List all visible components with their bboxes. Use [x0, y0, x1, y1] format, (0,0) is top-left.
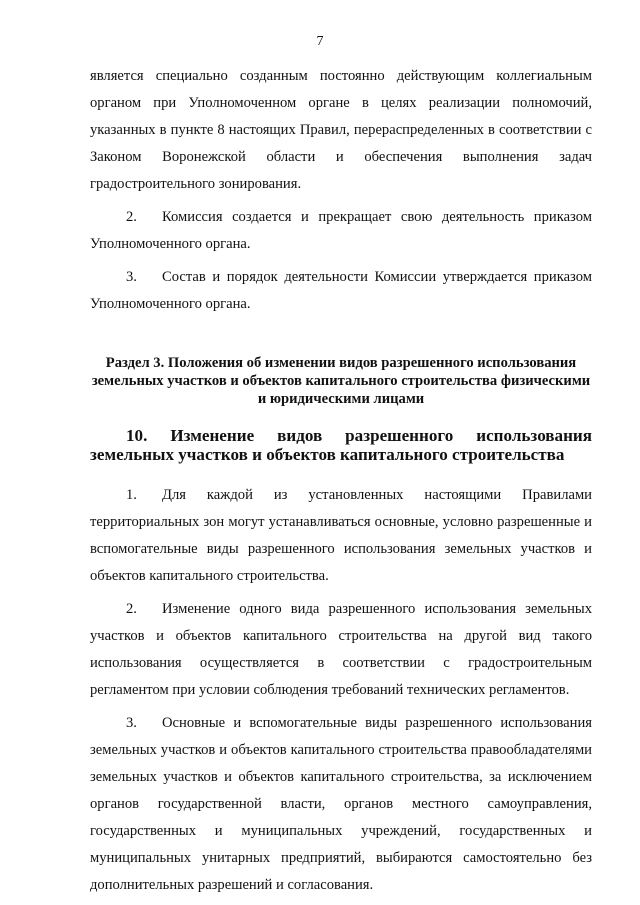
list-item — [90, 482, 592, 590]
list-item-text: Состав и порядок деятельности Комиссии утверждается приказом Уполномоченного органа. — [90, 269, 592, 312]
article-title: 10. Изменение видов разрешенного использования земельных участков и объектов капитального строительства — [90, 426, 592, 464]
section-title: Раздел 3. Положения об изменении видов разрешенного использования земельных участков и объектов капитального строительства физическими и юридическими лицами — [91, 355, 591, 407]
document-body — [90, 63, 592, 899]
list-item-number: 2. — [126, 601, 137, 617]
list-item-text: Для каждой из установленных настоящими Правилами территориальных зон могут устанавливаться основные, условно разрешенные и вспомогательные виды разрешенного использования земельных участков и объектов капитального строительства. — [90, 487, 592, 584]
list-item-text: Основные и вспомогательные виды разрешенного использования земельных участков и объектов капитального строительства правообладателями земельных участков и объектов капитального строительства, за исключением органов государственной власти, органов местного самоуправления, государственных и муниципальных учреждений, государственных и муниципальных унитарных предприятий, выбираются самостоятельно без дополнительных разрешений и согласования. — [90, 715, 592, 893]
list-item-number: 1. — [126, 487, 137, 503]
list-item-number: 2. — [126, 209, 137, 225]
list-item — [90, 710, 592, 899]
intro-paragraph: является специально созданным постоянно действующим коллегиальным органом при Уполномоченном органе в целях реализации полномочий, указанных в пункте 8 настоящих Правил, перераспределенных в соответствии с Законом Воронежской области и обеспечения выполнения задач градостроительного зонирования. — [90, 68, 592, 192]
list-item-text: Изменение одного вида разрешенного использования земельных участков и объектов капитального строительства на другой вид такого использования осуществляется в соответствии с градостроительным регламентом при условии соблюдения требований технических регламентов. — [90, 601, 592, 698]
list-item-number: 3. — [126, 269, 137, 285]
page-number: 7 — [316, 34, 324, 49]
list-item-text: Комиссия создается и прекращает свою деятельность приказом Уполномоченного органа. — [90, 209, 592, 252]
list-item-number: 3. — [126, 715, 137, 731]
list-item — [90, 264, 592, 318]
list-item — [90, 204, 592, 258]
list-item — [90, 596, 592, 704]
